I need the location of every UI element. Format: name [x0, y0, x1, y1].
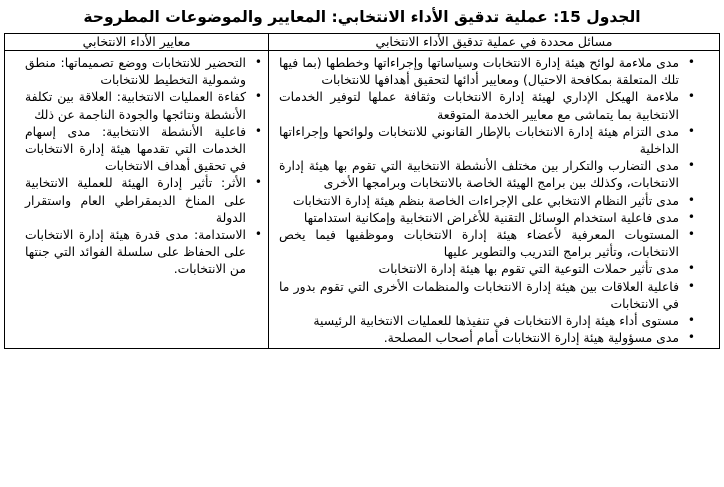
criteria-list	[5, 51, 268, 280]
criteria-item: • فاعلية الأنشطة الانتخابية: مدى إسهام الخدمات التي تقدمها هيئة إدارة الانتخابات في تحقيق أهداف الانتخابات	[5, 123, 268, 175]
issue-item: • فاعلية العلاقات بين هيئة إدارة الانتخابات والمنظمات الأخرى التي تقوم بدور ما في الانتخابات	[269, 278, 719, 312]
issue-item: • المستويات المعرفية لأعضاء هيئة إدارة الانتخابات وموظفيها فيما يخص الانتخابات، وتأثير برامج التدريب والتطوير عليها	[269, 226, 719, 260]
header-issues: مسائل محددة في عملية تدقيق الأداء الانتخابي	[269, 34, 720, 51]
issue-item: • مدى تأثير النظام الانتخابي على الإجراءات الخاصة بنظم هيئة إدارة الانتخابات	[269, 192, 719, 209]
issue-item: • مدى ملاءمة لوائح هيئة إدارة الانتخابات وسياساتها وإجراءاتها وخططها (بما فيها تلك المتعلقة بمكافحة الاحتيال) ومعايير أدائها لتحقيق أهدافها للانتخابات	[269, 54, 719, 88]
criteria-item: • كفاءة العمليات الانتخابية: العلاقة بين تكلفة الأنشطة ونتائجها والجودة الناجمة عن ذلك	[5, 88, 268, 122]
issues-list	[269, 51, 719, 348]
issues-cell	[269, 51, 720, 349]
table-title: الجدول 15: عملية تدقيق الأداء الانتخابي: المعايير والموضوعات المطروحة	[83, 8, 641, 26]
issue-item: • مدى التضارب والتكرار بين مختلف الأنشطة الانتخابية التي تقوم بها هيئة إدارة الانتخابات، وكذلك بين برامج الهيئة الخاصة بالانتخابات وبرامجها الأخرى	[269, 157, 719, 191]
header-row	[5, 34, 720, 51]
audit-table	[4, 33, 720, 349]
issue-item: • مدى التزام هيئة إدارة الانتخابات بالإطار القانوني للانتخابات ولوائحها وإجراءاتها الداخلية	[269, 123, 719, 157]
criteria-item: • الاستدامة: مدى قدرة هيئة إدارة الانتخابات على الحفاظ على سلسلة الفوائد التي جنتها من الانتخابات.	[5, 226, 268, 278]
criteria-item: • الأثر: تأثير إدارة الهيئة للعملية الانتخابية على المناخ الديمقراطي العام واستقرار الدولة	[5, 174, 268, 226]
header-criteria: معايير الأداء الانتخابي	[5, 34, 269, 51]
criteria-cell	[5, 51, 269, 349]
issue-item: • مستوى أداء هيئة إدارة الانتخابات في تنفيذها للعمليات الانتخابية الرئيسية	[269, 312, 719, 329]
content-row	[5, 51, 720, 349]
issue-item: • ملاءمة الهيكل الإداري لهيئة إدارة الانتخابات وثقافة عملها لتوفير الخدمات الانتخابية بما يتماشى مع معايير الخدمة المتوقعة	[269, 88, 719, 122]
issue-item: • مدى تأثير حملات التوعية التي تقوم بها هيئة إدارة الانتخابات	[269, 260, 719, 277]
issue-item: • مدى مسؤولية هيئة إدارة الانتخابات أمام أصحاب المصلحة.	[269, 329, 719, 346]
criteria-item: • التحضير للانتخابات ووضع تصميماتها: منطق وشمولية التخطيط للانتخابات	[5, 54, 268, 88]
issue-item: • مدى فاعلية استخدام الوسائل التقنية للأغراض الانتخابية وإمكانية استدامتها	[269, 209, 719, 226]
